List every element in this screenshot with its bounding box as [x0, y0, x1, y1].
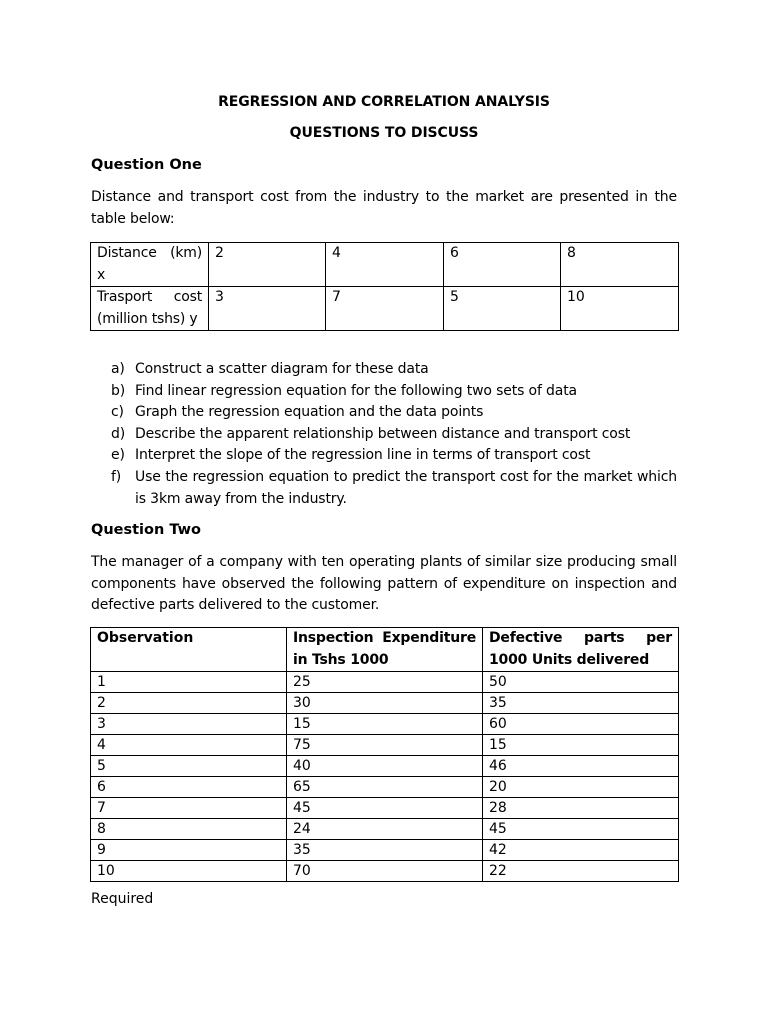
table-cell: 46: [483, 756, 679, 777]
list-item: [111, 424, 677, 446]
list-text: Graph the regression equation and the data points: [135, 404, 484, 421]
list-text: Interpret the slope of the regression line in terms of transport cost: [135, 447, 591, 464]
list-item: [111, 445, 677, 467]
list-item: [111, 381, 677, 403]
list-item: [111, 467, 677, 510]
question-one-tasks: [111, 359, 677, 510]
table-cell: 30: [287, 693, 483, 714]
table-cell: 28: [483, 798, 679, 819]
table-cell: 75: [287, 735, 483, 756]
table-cell: 8: [561, 243, 679, 287]
table-cell: 2: [91, 693, 287, 714]
table-cell: 5: [91, 756, 287, 777]
table-cell: 70: [287, 861, 483, 882]
list-letter: e): [111, 447, 125, 464]
list-text: Find linear regression equation for the following two sets of data: [135, 382, 577, 399]
table-row: [91, 777, 679, 798]
table-cell: 3: [209, 287, 326, 331]
table-cell: 15: [483, 735, 679, 756]
table-cell: 45: [483, 819, 679, 840]
table-cell: 7: [91, 798, 287, 819]
table-cell: 4: [91, 735, 287, 756]
table-cell: 65: [287, 777, 483, 798]
question-two-intro: The manager of a company with ten operating plants of similar size producing small components have observed the following pattern of expenditure on inspection and defective parts delivered to the customer.: [91, 554, 677, 613]
table-row: [91, 243, 679, 287]
list-item: [111, 359, 677, 381]
list-text: Describe the apparent relationship between distance and transport cost: [135, 425, 631, 442]
table-cell: Trasport cost (million tshs) y: [91, 287, 209, 331]
list-letter: f): [111, 468, 122, 485]
table-cell: 10: [91, 861, 287, 882]
table-cell: 9: [91, 840, 287, 861]
table-cell: 8: [91, 819, 287, 840]
table-cell: 50: [483, 672, 679, 693]
table-cell: 2: [209, 243, 326, 287]
table-cell: 22: [483, 861, 679, 882]
inspection-defects-table: [90, 627, 679, 882]
table-cell: 45: [287, 798, 483, 819]
required-label: Required: [91, 891, 154, 907]
table-row: [91, 819, 679, 840]
table-row: [91, 798, 679, 819]
table-cell: 40: [287, 756, 483, 777]
column-header: Defective parts per 1000 Units delivered: [483, 628, 679, 672]
table-cell: 6: [444, 243, 561, 287]
document-title: REGRESSION AND CORRELATION ANALYSIS: [218, 94, 550, 110]
distance-cost-table: [90, 242, 679, 331]
table-row: [91, 756, 679, 777]
table-cell: 10: [561, 287, 679, 331]
list-letter: c): [111, 404, 124, 421]
list-letter: b): [111, 382, 126, 399]
list-letter: d): [111, 425, 126, 442]
table-row: [91, 735, 679, 756]
table-cell: 7: [326, 287, 444, 331]
table-header-row: [91, 628, 679, 672]
list-text: Use the regression equation to predict the transport cost for the market which is 3km away from the industry.: [135, 468, 677, 507]
list-text: Construct a scatter diagram for these data: [135, 361, 429, 377]
table-cell: 42: [483, 840, 679, 861]
table-cell: 4: [326, 243, 444, 287]
question-one-intro: Distance and transport cost from the industry to the market are presented in the table below:: [91, 189, 677, 227]
table-cell: 1: [91, 672, 287, 693]
table-row: [91, 693, 679, 714]
question-one-heading: Question One: [91, 157, 202, 173]
table-cell: 35: [483, 693, 679, 714]
table-cell: 15: [287, 714, 483, 735]
table-row: [91, 287, 679, 331]
column-header: Observation: [91, 628, 287, 672]
table-cell: 24: [287, 819, 483, 840]
table-cell: 35: [287, 840, 483, 861]
list-letter: a): [111, 361, 125, 377]
list-item: [111, 402, 677, 424]
column-header: Inspection Expenditure in Tshs 1000: [287, 628, 483, 672]
table-row: [91, 840, 679, 861]
document-subtitle: QUESTIONS TO DISCUSS: [289, 125, 479, 141]
question-two-heading: Question Two: [91, 522, 202, 538]
table-row: [91, 861, 679, 882]
table-cell: 5: [444, 287, 561, 331]
table-cell: 25: [287, 672, 483, 693]
table-row: [91, 672, 679, 693]
table-cell: 3: [91, 714, 287, 735]
table-cell: 20: [483, 777, 679, 798]
table-row: [91, 714, 679, 735]
table-cell: Distance (km) x: [91, 243, 209, 287]
table-cell: 60: [483, 714, 679, 735]
table-cell: 6: [91, 777, 287, 798]
